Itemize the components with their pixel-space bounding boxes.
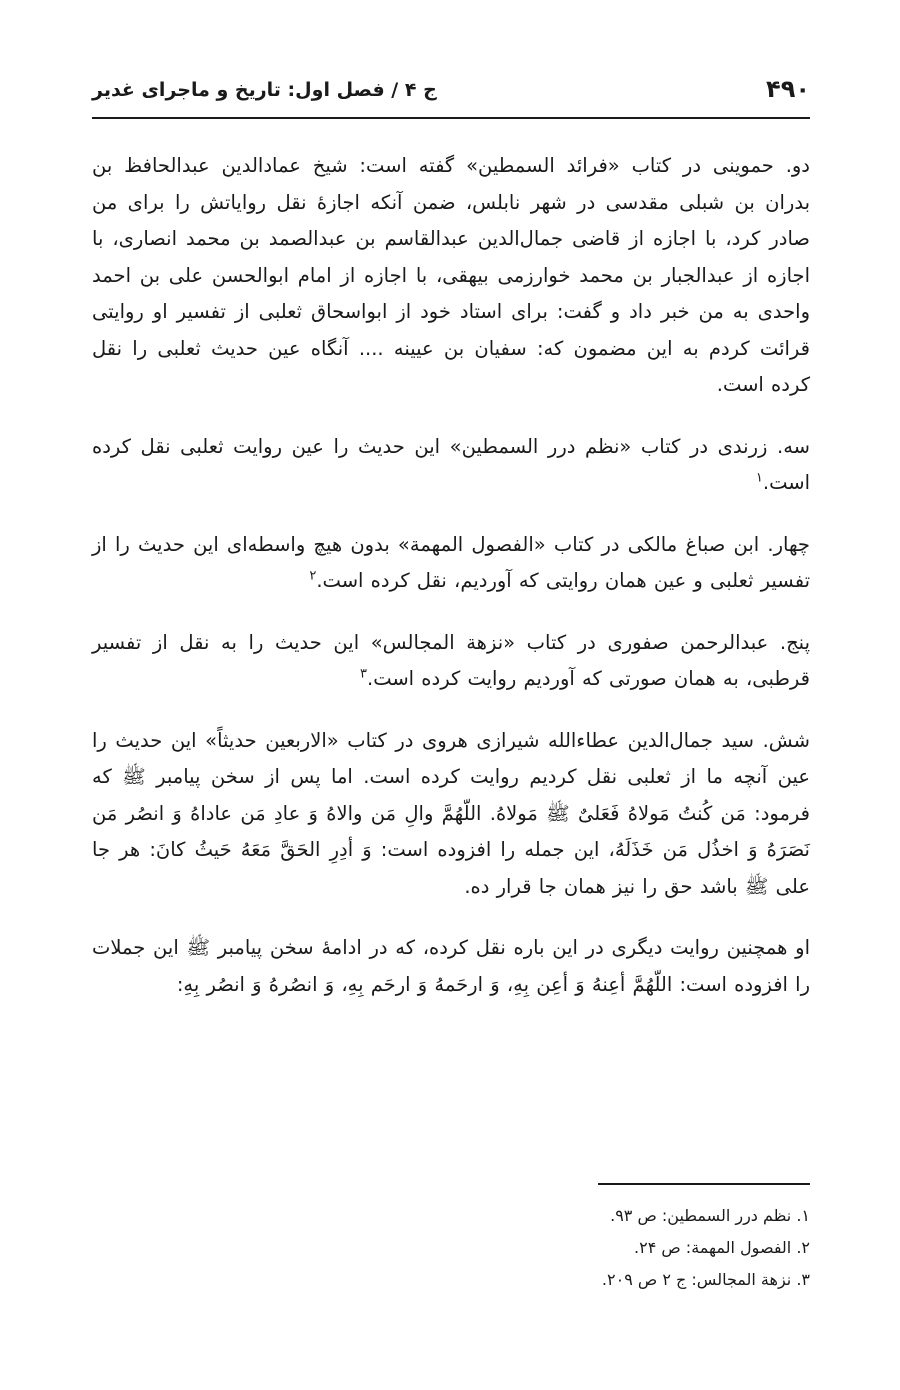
paragraph-7 (92, 930, 810, 1003)
paragraph-2 (92, 148, 810, 404)
footnotes (92, 1200, 810, 1296)
body-text (92, 148, 810, 1028)
footnote-marker[interactable]: ۲ (309, 568, 317, 584)
paragraph-text: شش. سید جمال‌الدین عطاءالله شیرازی هروی در کتاب «الاربعین حدیثاً» این حدیث را عین آنچه ما از ثعلبی نقل کردیم روایت کرده است. اما پس از سخن پیامبر ﷺ که فرمود: مَن کُنتُ مَولاهُ فَعَلیٌ ﷺ مَولاهُ. اللّهُمَّ والِ مَن والاهُ وَ عادِ مَن عاداهُ وَ انصُر مَن نَصَرَهُ وَ اخذُل مَن خَذَلَهُ، این جمله را افزوده است: وَ أدِرِ الحَقَّ مَعَهُ حَیثُ کانَ: هر جا علی ﷺ باشد حق را نیز همان جا قرار ده. (92, 728, 810, 898)
header-rule (92, 117, 810, 119)
footnote-2: ۲. الفصول المهمة: ص ۲۴. (634, 1238, 810, 1257)
footnote-marker[interactable]: ۱ (755, 470, 763, 486)
paragraph-text: او همچنین روایت دیگری در این باره نقل کرده، که در ادامهٔ سخن پیامبر ﷺ این جملات را افزوده است: اللّهُمَّ أعِنهُ وَ أعِن بِهِ، وَ ارحَمهُ وَ ارحَم بِهِ، وَ انصُرهُ وَ انصُر بِهِ: (92, 936, 810, 996)
paragraph-6 (92, 723, 810, 906)
page-number: ۴۹۰ (766, 75, 810, 103)
paragraph-4 (92, 527, 810, 600)
paragraph-text: چهار. ابن صباغ مالکی در کتاب «الفصول المهمة» بدون هیچ واسطه‌ای این حدیث را از تفسیر ثعلبی و عین همان روایتی که آوردیم، نقل کرده است. (92, 532, 810, 592)
footnote-rule (598, 1183, 810, 1185)
footnote-1: ۱. نظم درر السمطین: ص ۹۳. (610, 1206, 810, 1225)
paragraph-text: پنج. عبدالرحمن صفوری در کتاب «نزهة المجالس» این حدیث را به نقل از تفسیر قرطبی، به همان صورتی که آوردیم روایت کرده است. (92, 630, 810, 690)
page-header (92, 72, 810, 112)
paragraph-text: دو. حموینی در کتاب «فرائد السمطین» گفته است: شیخ عمادالدین عبدالحافظ بن بدران بن شبلی مقدسی در شهر نابلس، ضمن آنکه اجازهٔ نقل روایاتش را برای من صادر کرد، با اجازه از قاضی جمال‌الدین عبدالقاسم بن عبدالصمد بن محمد انصاری، با اجازه از عبدالجبار بن محمد خوارزمی بیهقی، با اجازه از امام ابوالحسن علی بن احمد واحدی به من خبر داد و گفت: برای استاد خود از ابواسحاق ثعلبی از تفسیر او روایتی قرائت کردم به این مضمون که: سفیان بن عیینه .... آنگاه عین حدیث ثعلبی را نقل کرده است. (92, 154, 810, 396)
paragraph-5 (92, 625, 810, 698)
running-head: ج ۴ / فصل اول: تاریخ و ماجرای غدیر (92, 79, 437, 101)
paragraph-3 (92, 429, 810, 502)
footnote-3: ۳. نزهة المجالس: ج ۲ ص ۲۰۹. (601, 1270, 810, 1289)
footnote-marker[interactable]: ۳ (360, 666, 367, 682)
paragraph-text: سه. زرندی در کتاب «نظم درر السمطین» این حدیث را عین روایت ثعلبی نقل کرده است. (92, 434, 810, 494)
